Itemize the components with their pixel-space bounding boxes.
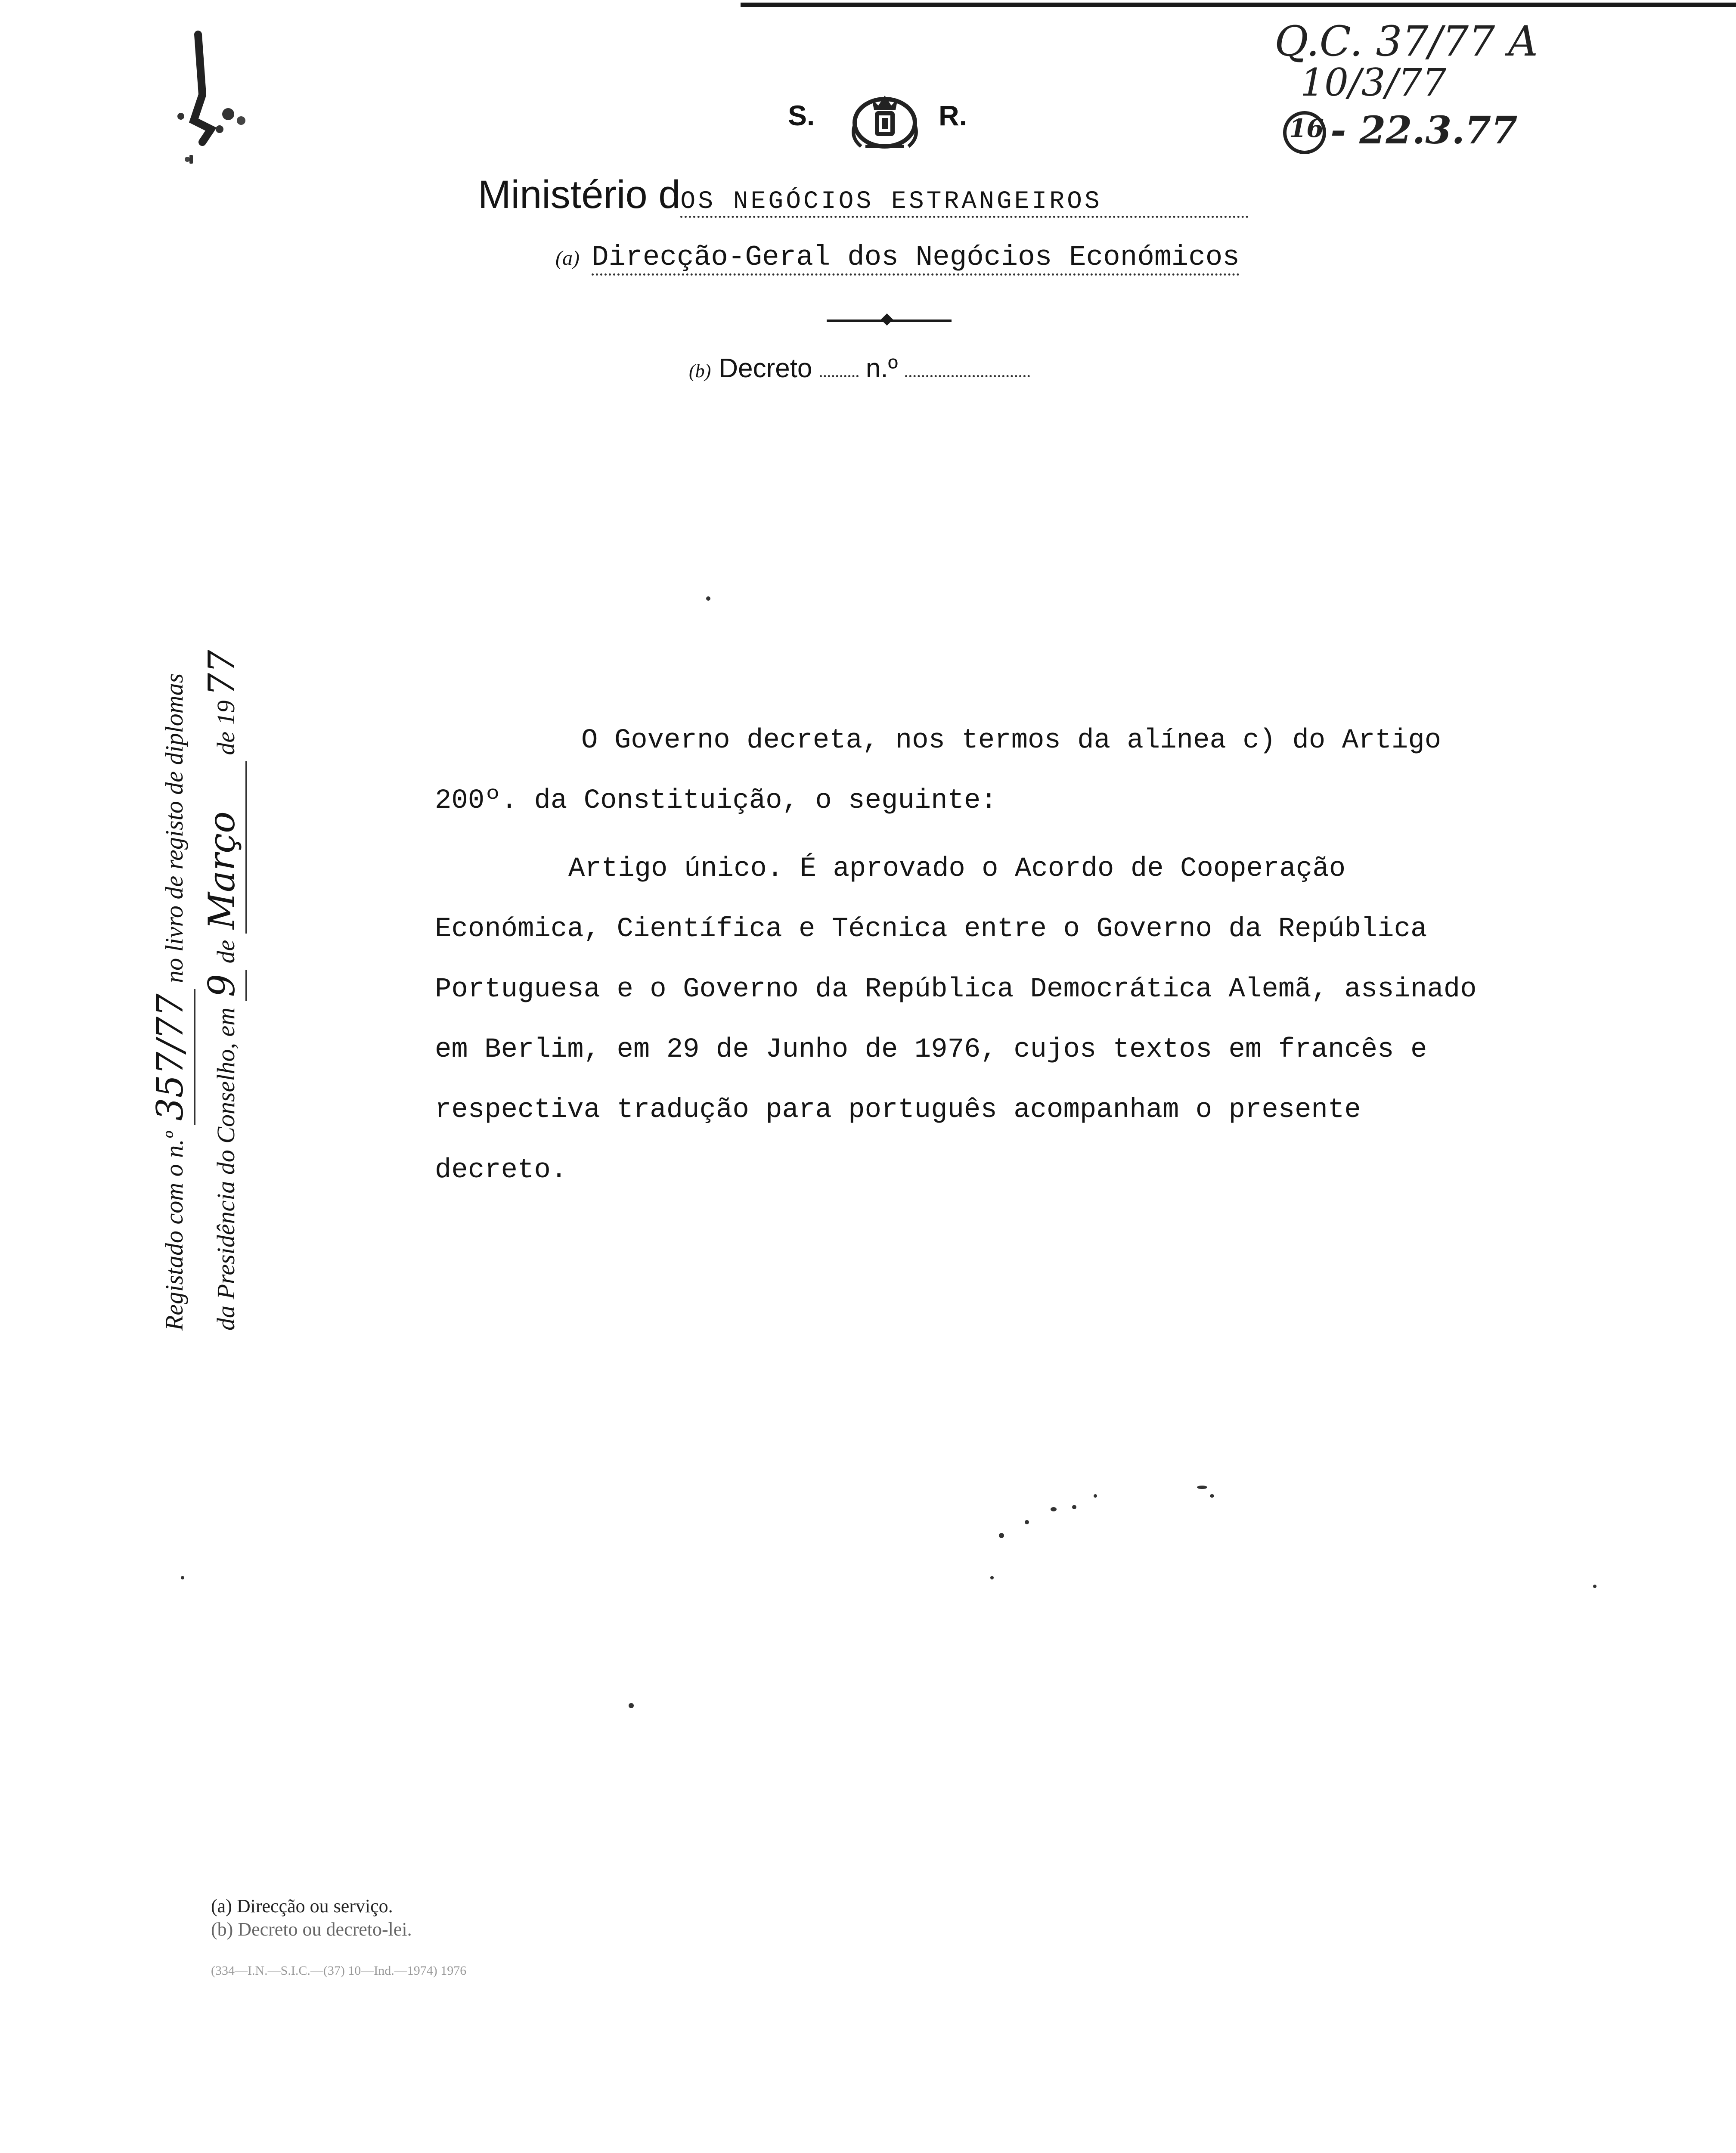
direccao-geral-name: Direcção-Geral dos Negócios Económicos <box>592 241 1240 276</box>
margin-ink-mark <box>172 30 258 168</box>
scan-speck <box>990 1576 994 1579</box>
divider-diamond-ornament <box>881 313 893 326</box>
header-r: R. <box>939 99 967 131</box>
ministry-line <box>478 172 1249 218</box>
coat-of-arms-icon <box>848 86 921 155</box>
registration-note <box>146 564 250 1331</box>
registration-de2: de 19 <box>212 700 240 755</box>
scan-speck <box>1051 1507 1057 1511</box>
handwritten-second-date: - 22.3.77 <box>1330 108 1518 152</box>
footnote-marker-b: (b) <box>689 360 711 382</box>
direccao-line <box>555 241 1240 276</box>
form-footnotes <box>211 1895 412 1941</box>
footnote-a: (a) Direcção ou serviço. <box>211 1896 393 1917</box>
decreto-number-blank <box>905 375 1030 377</box>
scan-speck <box>999 1533 1004 1538</box>
scan-speck <box>1072 1505 1076 1509</box>
decreto-type-blank <box>820 375 859 377</box>
registration-month: Março <box>198 761 247 934</box>
registration-prefix: Registado com o n.º <box>160 1131 188 1331</box>
scan-speck <box>1210 1494 1214 1498</box>
decree-body <box>435 710 1503 1201</box>
registration-middle: no livro de registo de diplomas <box>160 673 188 983</box>
registration-line-2 <box>198 564 250 1331</box>
handwritten-reference-date: 10/3/77 <box>1300 60 1447 105</box>
ministry-label: Ministério d <box>478 173 681 217</box>
ministry-name: OS NEGÓCIOS ESTRANGEIROS <box>680 188 1249 218</box>
scan-speck <box>706 596 710 601</box>
scan-speck <box>1025 1520 1029 1524</box>
decreto-label: Decreto <box>719 354 812 383</box>
decree-preamble: O Governo decreta, nos termos da alínea c) do Artigo 200º. da Constituição, o seguinte: <box>435 725 1442 816</box>
numero-label: n.º <box>865 354 898 383</box>
handwritten-circled-number: 16 <box>1289 114 1324 143</box>
registration-de1: de <box>212 940 240 964</box>
scan-speck <box>1094 1494 1097 1498</box>
handwritten-reference-code: Q.C. 37/77 A <box>1274 17 1538 65</box>
top-edge-line <box>741 3 1736 7</box>
registration-year: 77 <box>201 650 243 696</box>
registration-number: 357/77 <box>146 989 195 1125</box>
scan-speck <box>1593 1585 1596 1588</box>
registration-line-1 <box>146 564 198 1331</box>
footnote-marker-a: (a) <box>555 247 580 270</box>
state-header <box>775 86 1033 155</box>
scan-speck <box>1197 1486 1207 1489</box>
scan-speck <box>181 1576 184 1579</box>
registration-day: 9 <box>198 970 247 1001</box>
footnote-b: (b) Decreto ou decreto-lei. <box>211 1919 412 1940</box>
decreto-line <box>689 353 1030 384</box>
registration-line2-prefix: da Presidência do Conselho, em <box>212 1007 240 1331</box>
scan-speck <box>189 155 193 164</box>
scan-speck <box>629 1703 634 1708</box>
header-s: S. <box>788 99 815 131</box>
printer-form-code: (334—I.N.—S.I.C.—(37) 10—Ind.—1974) 1976 <box>211 1964 467 1978</box>
decree-single-article: Artigo único. É aprovado o Acordo de Cooperação Económica, Científica e Técnica entre o Governo da República Portuguesa e o Governo da República Democrática Alemã, assinado em Berlim, em 29 de Junho de 1976, cujos textos em francês e respectiva tradução para português acompanham o presente decreto. <box>435 853 1477 1186</box>
